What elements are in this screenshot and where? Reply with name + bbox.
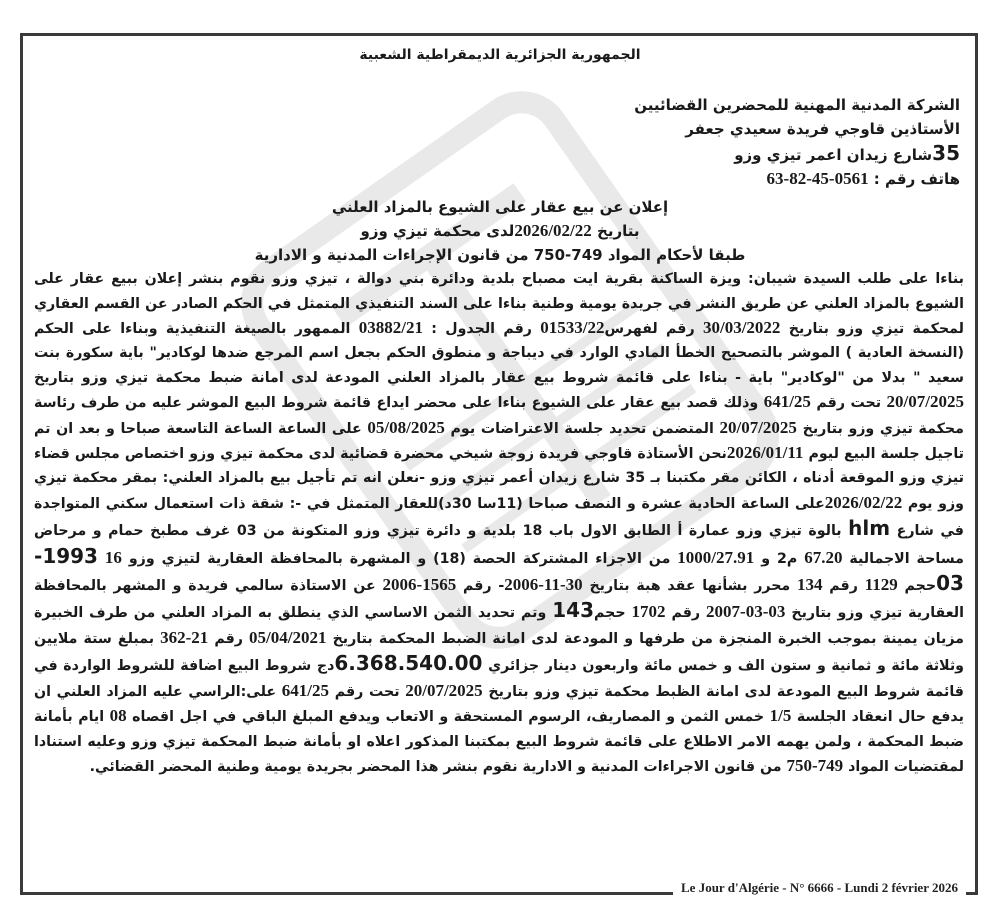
body-text: خمس الثمن و المصاريف، الرسوم المستحقة و الاتعاب ويدفع المبلغ الباقي في اجل اقصاه [132, 709, 765, 726]
publication-date: 03-03-2007 [706, 602, 786, 622]
body-text: نحن الأستاذة قاوجي فريدة زوجة شيخي محضرة قضائية لدى محكمة تيزي وزو اختصاص مجلس قضاء تيزي وزو الموقعة أدناه ، الكائن مقر مكتبنا بـ 35 شارع زيدان أعمر تيزي وزو -نعلن انه تم تأجيل بيع بالمزاد العلني: بمقر محكمة تيزي وزو يوم [34, 446, 964, 512]
conditions-date-2: 20/07/2025 [405, 680, 483, 700]
legal-basis: طبقا لأحكام المواد 749-750 من قانون الإجراءات المدنية و الادارية [254, 246, 746, 265]
body-text: على الساعة الساعة التاسعة صباحا و بعد ان تم تاجيل جلسة البيع ليوم [34, 420, 964, 463]
phone-label: هاتف رقم : [873, 170, 960, 189]
articles-range: 749-750 [786, 755, 844, 775]
conditions-date: 20/07/2025 [886, 392, 964, 412]
address-number: 35 [932, 141, 960, 166]
body-text: م2 و [761, 550, 798, 567]
notice-date-line [34, 219, 966, 243]
address-street: شارع زيدان اعمر تيزي وزو [734, 146, 933, 165]
registry-number: 134 [797, 575, 823, 595]
bailiff-names: الأستاذين قاوجي فريدة سعيدي جعفر [685, 120, 960, 139]
common-share: 1000/27.91 [677, 547, 755, 567]
area-value: 67.20 [804, 547, 843, 567]
body-text: بناءا على طلب السيدة شيبان: ويزة الساكنة بقرية ايت مصباح بلدية ودائرة بني دوالة ، تيزي وزو نقوم بنشر إعلان ببيع عقار على الشيوع بالمزاد العلني عن طريق النشر في جريدة يومية وطنية بناءا على السند التنفيذي المتمثل في الحكم الصادر عن القسم العقاري لمحكمة تيزي وزو بتاريخ [34, 271, 964, 338]
judgment-date: 30/03/2022 [702, 318, 781, 338]
sale-date: 2026/02/22 [824, 492, 903, 512]
republic-heading: الجمهورية الجزائرية الديمقراطية الشعبية [359, 47, 641, 63]
body-text: رقم [671, 605, 701, 622]
publication-number: 1702 [631, 602, 666, 622]
registry-year-month: 1993-03 [34, 543, 964, 596]
body-text: دج شروط البيع اضافة للشروط الواردة في قائمة شروط البيع المودعة لدى امانة الظبط محكمة تيزي وزو بتاريخ [34, 658, 964, 700]
postponed-date: 2026/01/11 [726, 443, 804, 463]
notice-title-block [34, 195, 966, 267]
office-phone [34, 167, 960, 191]
body-text: تحت رقم [334, 683, 400, 700]
hlm-label: hlm [848, 516, 891, 541]
body-text: رقم لفهرس [604, 321, 695, 338]
body-text: حجم [594, 605, 626, 622]
body-text: وتم تحديد الثمن الاساسي الذي ينطلق به المزاد العلني من طرف الخبيرة مزيان يمينة بموجب الخبرة المنجزة من طرفها و المودعة لدى امانة الضبط المحكمة بتاريخ [34, 605, 964, 647]
body-text: رقم [214, 630, 243, 647]
gift-deed-date: 30-11-2006 [504, 575, 583, 595]
body-text: الممهور بالصيغة التنفيذية وبناءا على الحكم (النسخة العادية ) الموشر بالتصحيح الخطأ المادي الوارد في ديباجة و منطوق الحكم بجعل اسم المرجع ضدها لوكادير" باية سكورة بنت سعيد " بدلا من "لوكادير" باية - بناءا على قائمة شروط بيع عقار بالمزاد العلني المودعة لدى امانة ضبط محكمة تيزي وزو بتاريخ [34, 321, 964, 386]
body-text: بالوة تيزي وزو عمارة أ الطابق الاول باب 18 بلدية و دائرة تيزي وزو المتكونة من 03 غرف مطبخ حمام و مرحاض مساحة الاجمالية [34, 523, 964, 567]
date-prefix: بتاريخ [597, 222, 640, 241]
body-text: على الساعة الحادية عشرة و النصف صباحا (11سا 30د)للعقار المتمثل في -: شقة ذات استعمال سكني المتواجدة في شارع [34, 495, 964, 540]
expertise-number: 21-362 [160, 627, 209, 647]
body-text: على:الراسي عليه المزاد العلني ان يدفع حال انعقاد الجلسة [34, 683, 964, 726]
body-text: - رقم [462, 578, 505, 595]
body-text: محرر بشأنها عقد هبة بتاريخ [589, 578, 791, 595]
publication-volume: 143 [552, 598, 595, 623]
notice-content [34, 40, 966, 779]
body-text: المتضمن تحديد جلسة الاعتراضات يوم [450, 420, 714, 437]
objections-date: 05/08/2025 [367, 417, 445, 437]
conditions-number: 641/25 [763, 392, 811, 412]
expertise-date: 05/04/2021 [249, 627, 327, 647]
index-number: 01533/22 [540, 318, 605, 338]
auction-date: 2026/02/22 [514, 221, 592, 241]
company-name: الشركة المدنية المهنية للمحضرين القضائيين [634, 96, 960, 115]
deposit-fraction: 1/5 [769, 706, 792, 726]
base-price: 6.368.540.00 [334, 651, 483, 676]
phone-number: 0561-45-82-63 [766, 169, 869, 189]
body-text: تحت رقم [816, 395, 882, 412]
body-text: حجم [904, 578, 937, 595]
body-text: عن الاستاذة سالمي فريدة و المشهر بالمحافظة العقارية تيزي وزو بتاريخ [34, 578, 964, 622]
publication-footer: Le Jour d'Algérie - N° 6666 - Lundi 2 février 2026 [673, 880, 966, 896]
registry-day: 16 [104, 547, 122, 567]
body-text: رقم الجدول : [431, 321, 532, 338]
body-text: وذلك قصد بيع عقار على الشيوع بناءا على محضر ايداع قائمة شروط البيع الموشر عليه من طرف رئاسة محكمة تيزي وزو بتاريخ [34, 395, 964, 437]
notice-title: إعلان عن بيع عقار على الشيوع بالمزاد العلني [331, 198, 669, 217]
body-text: ايام بأمانة ضبط المحكمة ، ولمن يهمه الامر الاطلاع على قائمة شروط البيع بمكتبنا المذكور اعلاه او بأمانة ضبط المحكمة تيزي وزو وعليه استنادا لمقتضيات المواد [34, 709, 964, 775]
date-suffix: لدى محكمة تيزي وزو [360, 222, 515, 241]
conditions-number-2: 641/25 [281, 680, 330, 700]
notice-body [34, 267, 966, 779]
gift-deed-number: 1565-2006 [382, 575, 457, 595]
body-text: من الاجزاء المشتركة الحصة (18) و المشهرة بالمحافظة العقارية لتيزي وزو [128, 550, 671, 567]
registry-volume: 1129 [864, 575, 898, 595]
office-block [34, 93, 966, 191]
office-address [34, 141, 960, 167]
body-text: من قانون الاجراءات المدنية و الادارية نقوم بنشر هذا المحضر بجريدة يومية وطنية المحضر القضائي. [89, 758, 782, 775]
docket-number: 03882/21 [358, 318, 423, 338]
endorsement-date: 20/07/2025 [719, 417, 797, 437]
payment-days: 08 [109, 706, 127, 726]
body-text: بمبلغ ستة ملايين وثلاثة مائة و ثمانية و ستون الف و خمس مائة واربعون دينار جزائري [34, 630, 964, 675]
body-text: رقم [829, 578, 858, 595]
